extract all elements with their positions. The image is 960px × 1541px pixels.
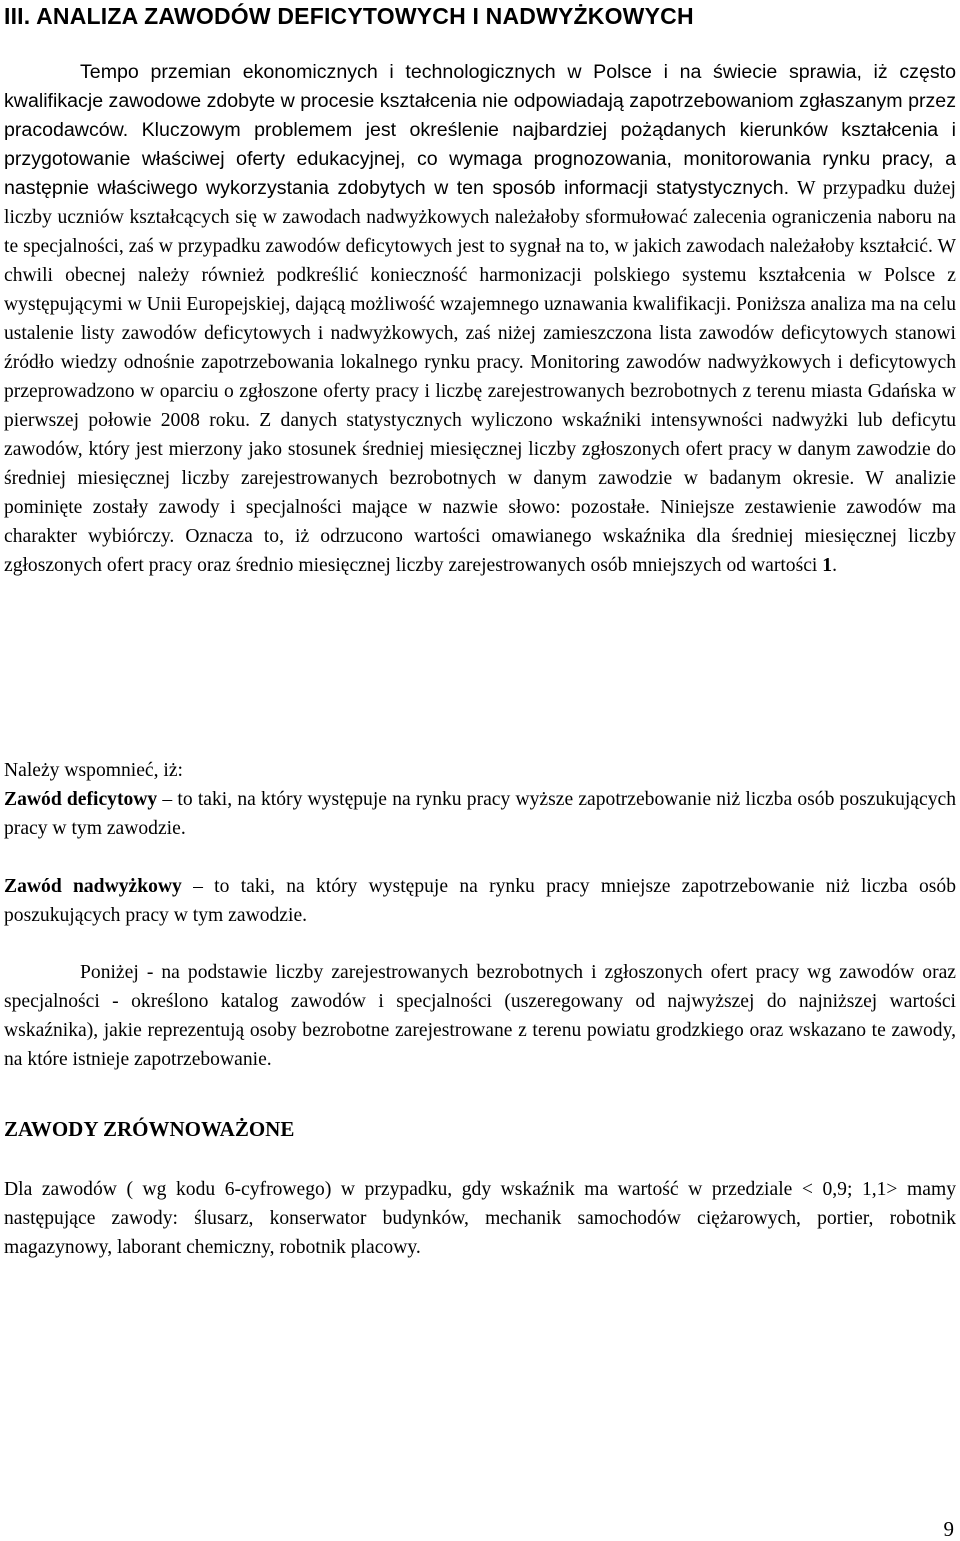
section-heading: III. ANALIZA ZAWODÓW DEFICYTOWYCH I NADWYŻKOWYCH — [4, 3, 694, 29]
definition-deficit — [4, 785, 956, 843]
intro-end-punct: . — [832, 555, 837, 576]
page-number: 9 — [943, 1517, 954, 1541]
definition-text: – to taki, na który występuje na rynku pracy mniejsze zapotrzebowanie niż liczba osób poszukujących pracy w tym zawodzie. — [4, 876, 956, 926]
note-lead: Należy wspomnieć, iż: — [4, 760, 184, 781]
intro-text-serif: W przypadku dużej liczby uczniów kształcących się w zawodach nadwyżkowych należałoby sformułować zalecenia ograniczenia naboru na te specjalności, zaś w przypadku zawodów deficytowych jest to sygnał na to, w jakich zawodach należałoby kształcić. W chwili obecnej należy również podkreślić konieczność harmonizacji polskiego systemu kształcenia w Polsce z występującymi w Unii Europejskiej, dającą możliwość wzajemnego uznawania kwalifikacji. Poniższa analiza ma na celu ustalenie listy zawodów deficytowych i nadwyżkowych, zaś niżej zamieszczona lista zawodów deficytowych stanowi źródło wiedzy odnośnie zapotrzebowania lokalnego rynku pracy. Monitoring zawodów nadwyżkowych i deficytowych przeprowadzono w oparciu o zgłoszone oferty pracy i liczbę zarejestrowanych bezrobotnych z terenu miasta Gdańska w pierwszej połowie 2008 roku. Z danych statystycznych wyliczono wskaźniki intensywności nadwyżki lub deficytu zawodów, który jest mierzony jako stosunek średniej miesięcznej liczby zgłoszonych ofert pracy w danym zawodzie do średniej miesięcznej liczby zarejestrowanych bezrobotnych w danym zawodzie w badanym okresie. W analizie pominięte zostały zawody i specjalności mające w nazwie słowo: pozostałe. Niniejsze zestawienie zawodów ma charakter wybiórczy. Oznacza to, iż odrzucono wartości omawianego wskaźnika dla średniej miesięcznej liczby zgłoszonych ofert pracy oraz średnio miesięcznej liczby zarejestrowanych osób mniejszych od wartości — [4, 178, 956, 576]
definition-surplus — [4, 872, 956, 930]
balanced-section — [4, 1115, 956, 1143]
intro-threshold-value: 1 — [822, 555, 833, 576]
balanced-title: ZAWODY ZRÓWNOWAŻONE — [4, 1117, 295, 1141]
catalog-paragraph: Poniżej - na podstawie liczby zarejestrowanych bezrobotnych i zgłoszonych ofert pracy wg zawodów oraz specjalności - określono katalog zawodów i specjalności (uszeregowany od najwyższej do najniższej wartości wskaźnika), jakie reprezentują osoby bezrobotne zarejestrowane z terenu powiatu grodzkiego oraz wskazano te zawody, na które istnieje zapotrzebowanie. — [4, 962, 956, 1070]
definition-term: Zawód nadwyżkowy — [4, 876, 182, 897]
intro-paragraph — [4, 58, 956, 580]
balanced-paragraph: Dla zawodów ( wg kodu 6-cyfrowego) w przypadku, gdy wskaźnik ma wartość w przedziale < 0,9; 1,1> mamy następujące zawody: ślusarz, konserwator budynków, mechanik samochodów ciężarowych, portier, robotnik magazynowy, laborant chemiczny, robotnik placowy. — [4, 1179, 956, 1258]
intro-text-sans: Tempo przemian ekonomicznych i technologicznych w Polsce i na świecie sprawia, iż często kwalifikacje zawodowe zdobyte w procesie kształcenia nie odpowiadają zapotrzebowaniom zgłaszanym przez pracodawców. Kluczowym problemem jest określenie najbardziej pożądanych kierunków kształcenia i przygotowanie właściwej oferty edukacyjnej, co wymaga prognozowania, monitorowania rynku pracy, a następnie właściwego wykorzystania zdobytych w ten sposób informacji statystycznych. — [4, 61, 956, 199]
definition-term: Zawód deficytowy — [4, 789, 158, 810]
definition-text: – to taki, na który występuje na rynku pracy wyższe zapotrzebowanie niż liczba osób poszukujących pracy w tym zawodzie. — [4, 789, 956, 839]
